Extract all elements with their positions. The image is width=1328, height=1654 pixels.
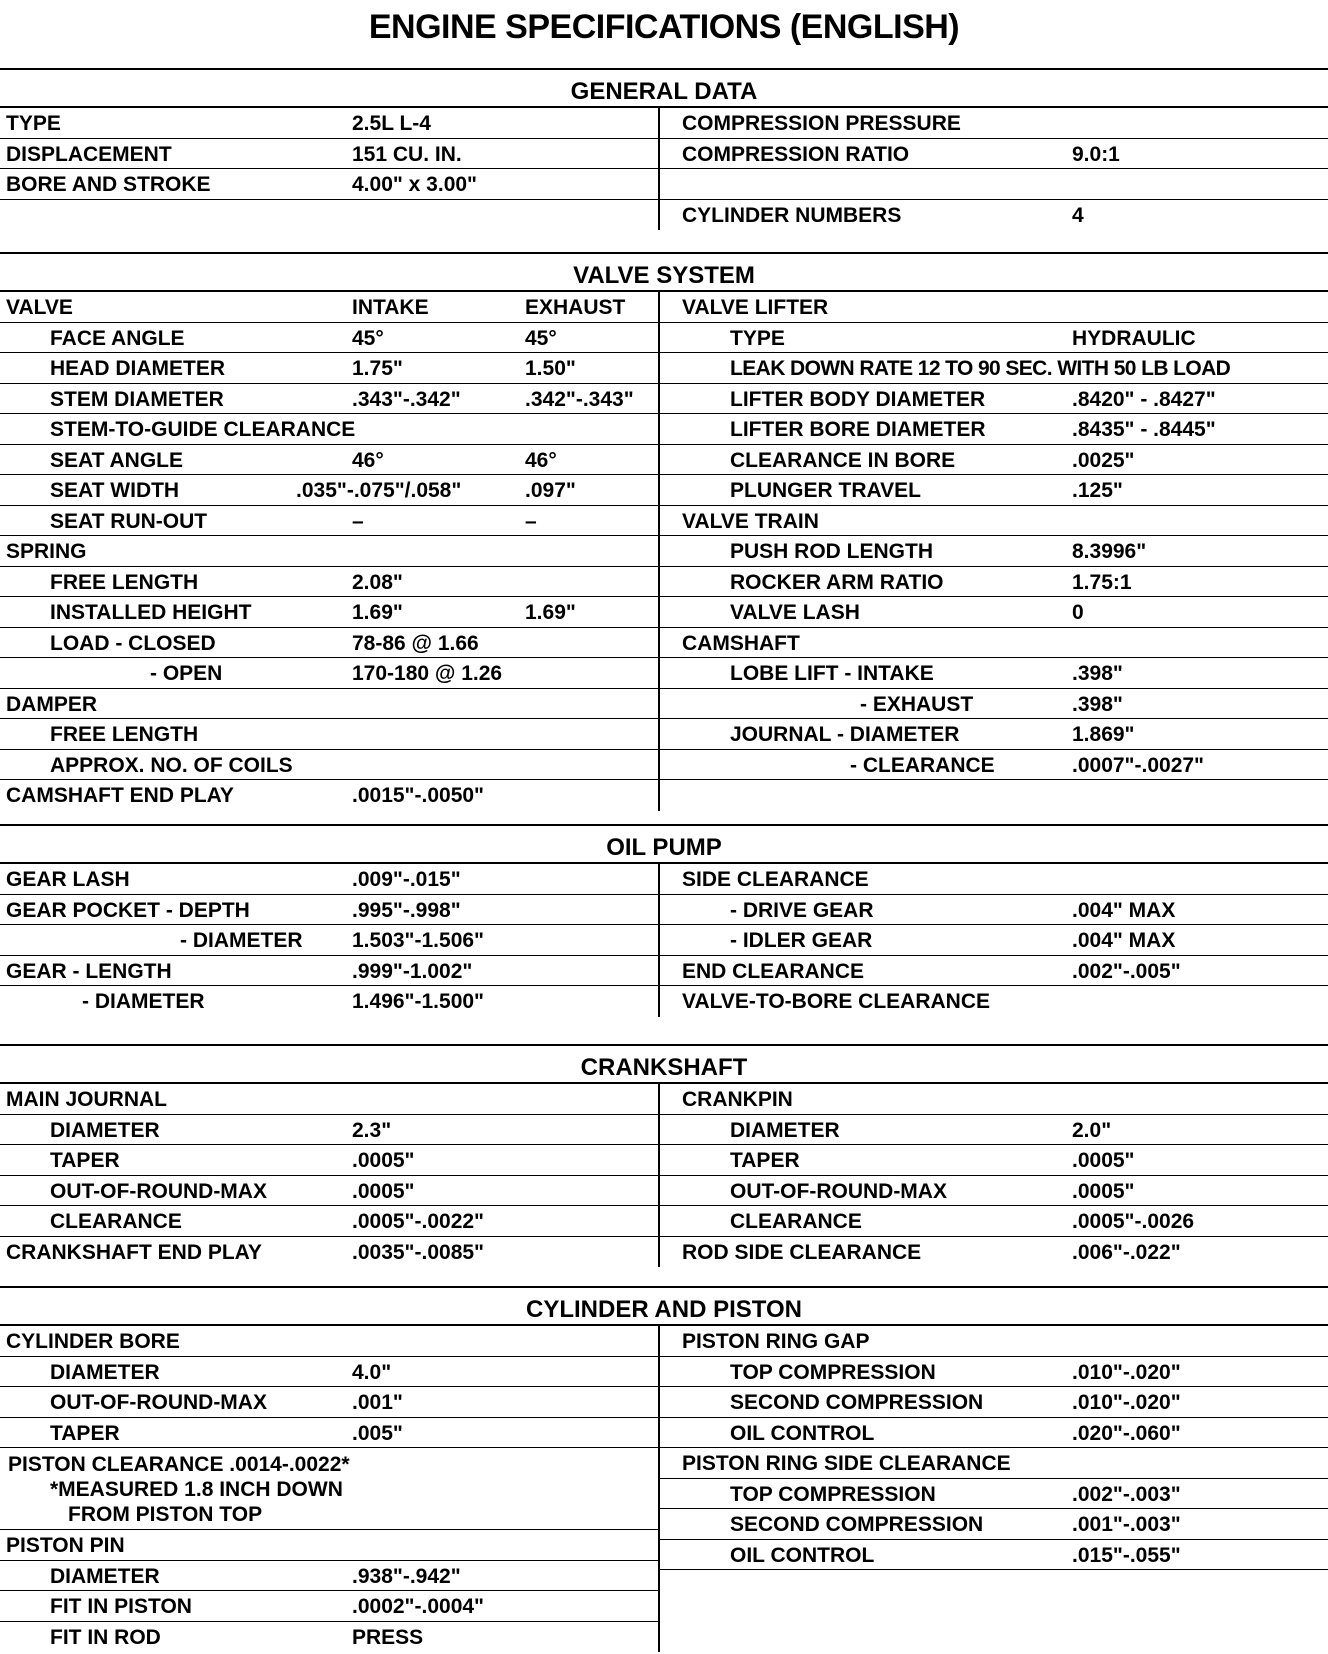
spec-label: GEAR - LENGTH	[6, 959, 172, 983]
spec-row	[0, 1326, 658, 1357]
spec-row	[660, 1145, 1328, 1176]
spec-label: PISTON RING SIDE CLEARANCE	[682, 1452, 1011, 1475]
right-column	[660, 864, 1328, 1017]
spec-value: .398"	[1072, 662, 1123, 685]
spec-label: - DRIVE GEAR	[730, 898, 874, 922]
spec-label: - DIAMETER	[82, 990, 205, 1013]
spec-label: LOBE LIFT - INTAKE	[730, 662, 934, 685]
spec-value: 170-180 @ 1.26	[352, 662, 503, 685]
left-column	[0, 108, 660, 230]
spec-value-2: –	[525, 509, 537, 533]
spec-value: .0005"	[352, 1149, 415, 1172]
spec-label: CYLINDER BORE	[6, 1330, 180, 1353]
spec-label: LIFTER BODY DIAMETER	[730, 387, 986, 411]
spec-row	[660, 1387, 1328, 1418]
spec-label: PLUNGER TRAVEL	[730, 479, 921, 502]
spec-row	[660, 750, 1328, 781]
spec-label: DIAMETER	[730, 1118, 840, 1142]
spec-row	[660, 986, 1328, 1017]
spec-row	[660, 1357, 1328, 1388]
left-column	[0, 1326, 660, 1652]
section-heading: CYLINDER AND PISTON	[0, 1286, 1328, 1326]
spec-value-2: 1.69"	[525, 601, 576, 624]
spec-row	[660, 169, 1328, 200]
spec-value: 1.496"-1.500"	[352, 990, 485, 1013]
spec-value: .0007"-.0027"	[1072, 753, 1205, 777]
oil-pump-section	[0, 824, 1328, 1017]
spec-value: .8420" - .8427"	[1072, 387, 1216, 411]
right-column	[660, 108, 1328, 230]
spec-label: GEAR POCKET - DEPTH	[6, 898, 250, 922]
spec-label: SIDE CLEARANCE	[682, 868, 869, 891]
spec-row	[660, 1084, 1328, 1115]
note-line: FROM PISTON TOP	[68, 1503, 263, 1526]
spec-label: PISTON CLEARANCE .0014-.0022*	[8, 1453, 350, 1476]
spec-row	[660, 689, 1328, 720]
spec-row	[0, 200, 658, 231]
spec-label: ROD SIDE CLEARANCE	[682, 1240, 922, 1264]
spec-row	[660, 658, 1328, 689]
spec-value: .0005"-.0026	[1072, 1210, 1195, 1233]
spec-row	[660, 597, 1328, 628]
section-heading: CRANKSHAFT	[0, 1044, 1328, 1084]
spec-row	[660, 445, 1328, 476]
spec-row	[0, 719, 658, 750]
spec-label: OUT-OF-ROUND-MAX	[50, 1179, 267, 1203]
spec-label: - EXHAUST	[860, 692, 974, 716]
spec-value: 2.3"	[352, 1118, 392, 1142]
spec-label: SEAT RUN-OUT	[50, 509, 208, 533]
spec-row	[0, 506, 658, 537]
spec-row	[0, 628, 658, 659]
spec-value: .0005"	[1072, 1149, 1135, 1172]
spec-value: 78-86 @ 1.66	[352, 631, 479, 655]
spec-label: TOP COMPRESSION	[730, 1360, 936, 1384]
spec-value: 9.0:1	[1072, 142, 1120, 166]
spec-value: .343"-.342"	[352, 387, 461, 411]
spec-label: TYPE	[6, 112, 61, 135]
spec-row	[0, 567, 658, 598]
spec-value: .010"-.020"	[1072, 1391, 1181, 1414]
spec-label: PISTON PIN	[6, 1534, 125, 1557]
spec-label: VALVE LIFTER	[682, 296, 829, 319]
spec-value: 0	[1072, 601, 1084, 624]
spec-label: APPROX. NO. OF COILS	[50, 753, 293, 777]
spec-label: TAPER	[50, 1149, 120, 1172]
spec-row	[0, 384, 658, 415]
spec-row	[0, 597, 658, 628]
spec-row	[0, 864, 658, 895]
spec-value: .006"-.022"	[1072, 1240, 1181, 1264]
spec-label: END CLEARANCE	[682, 959, 865, 983]
spec-row	[0, 1115, 658, 1146]
spec-value: .125"	[1072, 479, 1123, 502]
spec-label: CRANKSHAFT END PLAY	[6, 1240, 262, 1264]
spec-label: LIFTER BORE DIAMETER	[730, 418, 986, 441]
spec-row	[660, 475, 1328, 506]
spec-row	[0, 1357, 658, 1388]
spec-value: .001"-.003"	[1072, 1513, 1181, 1536]
spec-row	[660, 139, 1328, 170]
spec-value: .0035"-.0085"	[352, 1240, 485, 1264]
spec-label: CRANKPIN	[682, 1088, 793, 1111]
spec-row	[0, 414, 658, 445]
right-column	[660, 1084, 1328, 1267]
spec-label: VALVE	[6, 296, 73, 319]
left-column	[0, 864, 660, 1017]
spec-label: TAPER	[730, 1149, 800, 1172]
spec-row	[660, 1206, 1328, 1237]
piston-clearance-note	[0, 1448, 658, 1530]
cylinder-piston-section	[0, 1286, 1328, 1652]
spec-label: FREE LENGTH	[50, 570, 199, 594]
spec-value: 4	[1072, 203, 1084, 227]
valve-system-section	[0, 252, 1328, 811]
spec-value: .001"	[352, 1391, 403, 1414]
spec-value: 45°	[352, 326, 384, 350]
spec-value: .004" MAX	[1072, 898, 1176, 922]
spec-row	[0, 658, 658, 689]
spec-row	[0, 986, 658, 1017]
spec-label: SECOND COMPRESSION	[730, 1391, 984, 1414]
left-column	[0, 1084, 660, 1267]
spec-label: LEAK DOWN RATE 12 TO 90 SEC. WITH 50 LB LOAD	[730, 357, 1231, 380]
spec-row	[660, 1176, 1328, 1207]
spec-label: FREE LENGTH	[50, 723, 199, 746]
spec-value: .020"-.060"	[1072, 1421, 1181, 1445]
spec-row	[660, 506, 1328, 537]
spec-label: SEAT WIDTH	[50, 479, 180, 502]
spec-label: OUT-OF-ROUND-MAX	[50, 1391, 267, 1414]
spec-row	[660, 384, 1328, 415]
spec-row	[0, 780, 658, 811]
spec-value: .004" MAX	[1072, 929, 1176, 952]
spec-value: 2.5L L-4	[352, 112, 431, 135]
spec-row	[0, 1591, 658, 1622]
spec-row	[660, 200, 1328, 231]
spec-value: 1.503"-1.506"	[352, 929, 485, 952]
spec-row	[0, 169, 658, 200]
spec-value: 1.75:1	[1072, 570, 1132, 594]
spec-row	[660, 1540, 1328, 1571]
spec-label: COMPRESSION PRESSURE	[682, 112, 961, 135]
spec-label: OIL CONTROL	[730, 1543, 875, 1567]
spec-row	[0, 1176, 658, 1207]
spec-row	[0, 1530, 658, 1561]
spec-value: .009"-.015"	[352, 868, 461, 891]
spec-row	[660, 1237, 1328, 1268]
section-heading: VALVE SYSTEM	[0, 252, 1328, 292]
spec-label: SPRING	[6, 540, 87, 563]
spec-label: CAMSHAFT END PLAY	[6, 784, 234, 807]
spec-value: .0005"	[352, 1179, 415, 1203]
spec-value: .8435" - .8445"	[1072, 418, 1216, 441]
spec-label: HEAD DIAMETER	[50, 357, 226, 380]
spec-row	[0, 1622, 658, 1653]
spec-row	[0, 1418, 658, 1449]
spec-value: .035"-.075"/.058"	[296, 479, 462, 502]
spec-value: INTAKE	[352, 296, 429, 319]
crankshaft-section	[0, 1044, 1328, 1267]
spec-value-2: EXHAUST	[525, 296, 626, 319]
note-line: *MEASURED 1.8 INCH DOWN	[50, 1478, 343, 1501]
spec-row	[660, 719, 1328, 750]
spec-row	[0, 689, 658, 720]
spec-label: CAMSHAFT	[682, 631, 800, 655]
spec-row	[660, 1479, 1328, 1510]
spec-row	[660, 292, 1328, 323]
spec-label: OUT-OF-ROUND-MAX	[730, 1179, 947, 1203]
spec-row	[0, 1237, 658, 1268]
spec-label: - DIAMETER	[180, 929, 303, 952]
spec-row	[0, 1387, 658, 1418]
spec-label: COMPRESSION RATIO	[682, 142, 910, 166]
spec-row	[0, 139, 658, 170]
spec-label: VALVE-TO-BORE CLEARANCE	[682, 990, 991, 1013]
left-column	[0, 292, 660, 811]
spec-label: SECOND COMPRESSION	[730, 1513, 984, 1536]
spec-label: - IDLER GEAR	[730, 929, 873, 952]
right-column	[660, 1326, 1328, 1652]
spec-value: 151 CU. IN.	[352, 142, 462, 166]
spec-row	[660, 780, 1328, 811]
spec-label: FIT IN ROD	[50, 1625, 161, 1649]
spec-row	[660, 1115, 1328, 1146]
spec-value: 46°	[352, 448, 384, 472]
spec-row	[660, 567, 1328, 598]
spec-row	[660, 414, 1328, 445]
spec-value-2: .097"	[525, 479, 576, 502]
spec-label: - OPEN	[150, 662, 223, 685]
spec-row	[660, 956, 1328, 987]
spec-label: TAPER	[50, 1421, 120, 1445]
spec-label: ROCKER ARM RATIO	[730, 570, 944, 594]
spec-row	[660, 1509, 1328, 1540]
spec-value-2: 45°	[525, 326, 557, 350]
spec-value: PRESS	[352, 1625, 424, 1649]
spec-row	[0, 1206, 658, 1237]
spec-value-2: 46°	[525, 448, 557, 472]
spec-label: VALVE LASH	[730, 601, 860, 624]
spec-value: .015"-.055"	[1072, 1543, 1181, 1567]
spec-row	[0, 108, 658, 139]
spec-label: FIT IN PISTON	[50, 1595, 192, 1618]
spec-label: DIAMETER	[50, 1360, 160, 1384]
spec-value: .398"	[1072, 692, 1123, 716]
spec-row	[0, 895, 658, 926]
page-title: ENGINE SPECIFICATIONS (ENGLISH)	[368, 8, 960, 46]
spec-label: CLEARANCE IN BORE	[730, 448, 956, 472]
spec-value-2: .342"-.343"	[525, 387, 634, 411]
spec-row	[660, 864, 1328, 895]
spec-row	[0, 1084, 658, 1115]
spec-label: CYLINDER NUMBERS	[682, 203, 902, 227]
spec-value: –	[352, 509, 364, 533]
spec-value: HYDRAULIC	[1072, 326, 1196, 350]
spec-row	[660, 1326, 1328, 1357]
spec-value: .005"	[352, 1421, 403, 1445]
spec-label: DIAMETER	[50, 1118, 160, 1142]
spec-label: - CLEARANCE	[850, 753, 995, 777]
spec-value: .010"-.020"	[1072, 1360, 1181, 1384]
spec-row	[660, 628, 1328, 659]
spec-label: INSTALLED HEIGHT	[50, 601, 252, 624]
spec-value: .938"-.942"	[352, 1564, 461, 1588]
spec-label: PISTON RING GAP	[682, 1330, 870, 1353]
spec-row	[0, 956, 658, 987]
spec-value: 4.00" x 3.00"	[352, 173, 478, 196]
section-heading: OIL PUMP	[0, 824, 1328, 864]
spec-label: GEAR LASH	[6, 868, 130, 891]
spec-value: .0005"	[1072, 1179, 1135, 1203]
spec-row	[660, 1448, 1328, 1479]
spec-value: .0025"	[1072, 448, 1135, 472]
spec-row	[660, 895, 1328, 926]
spec-value: .0015"-.0050"	[352, 784, 485, 807]
spec-row	[660, 353, 1328, 384]
spec-value: 2.0"	[1072, 1118, 1112, 1142]
spec-label: DAMPER	[6, 692, 98, 716]
spec-row	[660, 1418, 1328, 1449]
spec-label: TYPE	[730, 326, 785, 350]
right-column	[660, 292, 1328, 811]
spec-value: .002"-.003"	[1072, 1482, 1181, 1506]
spec-value: .0005"-.0022"	[352, 1210, 485, 1233]
spec-label: OIL CONTROL	[730, 1421, 875, 1445]
section-heading: GENERAL DATA	[0, 68, 1328, 108]
spec-row	[0, 292, 658, 323]
spec-value: .002"-.005"	[1072, 959, 1181, 983]
spec-label: JOURNAL - DIAMETER	[730, 723, 960, 746]
spec-label: FACE ANGLE	[50, 326, 185, 350]
spec-label: DISPLACEMENT	[6, 142, 172, 166]
spec-value: 8.3996"	[1072, 540, 1147, 563]
spec-row	[0, 353, 658, 384]
spec-label: LOAD - CLOSED	[50, 631, 216, 655]
spec-row	[0, 536, 658, 567]
spec-label: PUSH ROD LENGTH	[730, 540, 934, 563]
spec-row	[0, 750, 658, 781]
spec-row	[0, 323, 658, 354]
spec-label: STEM-TO-GUIDE CLEARANCE	[50, 418, 356, 441]
spec-value: .995"-.998"	[352, 898, 461, 922]
spec-row	[0, 1561, 658, 1592]
spec-value: .999"-1.002"	[352, 959, 473, 983]
spec-label: STEM DIAMETER	[50, 387, 224, 411]
general-data-section	[0, 68, 1328, 230]
spec-label: CLEARANCE	[50, 1210, 182, 1233]
spec-value: 2.08"	[352, 570, 403, 594]
spec-label: BORE AND STROKE	[6, 173, 211, 196]
spec-value: 4.0"	[352, 1360, 392, 1384]
spec-label: VALVE TRAIN	[682, 509, 819, 533]
spec-label: CLEARANCE	[730, 1210, 862, 1233]
spec-row	[0, 925, 658, 956]
spec-label: TOP COMPRESSION	[730, 1482, 936, 1506]
spec-value: .0002"-.0004"	[352, 1595, 485, 1618]
spec-label: DIAMETER	[50, 1564, 160, 1588]
spec-value: 1.75"	[352, 357, 403, 380]
spec-value-2: 1.50"	[525, 357, 576, 380]
spec-row	[0, 1145, 658, 1176]
spec-row	[660, 925, 1328, 956]
spec-value: 1.869"	[1072, 723, 1135, 746]
spec-row	[660, 108, 1328, 139]
spec-row	[0, 475, 658, 506]
spec-row	[660, 323, 1328, 354]
spec-label: MAIN JOURNAL	[6, 1088, 167, 1111]
spec-label: SEAT ANGLE	[50, 448, 184, 472]
spec-row	[0, 445, 658, 476]
spec-row	[660, 536, 1328, 567]
spec-value: 1.69"	[352, 601, 403, 624]
